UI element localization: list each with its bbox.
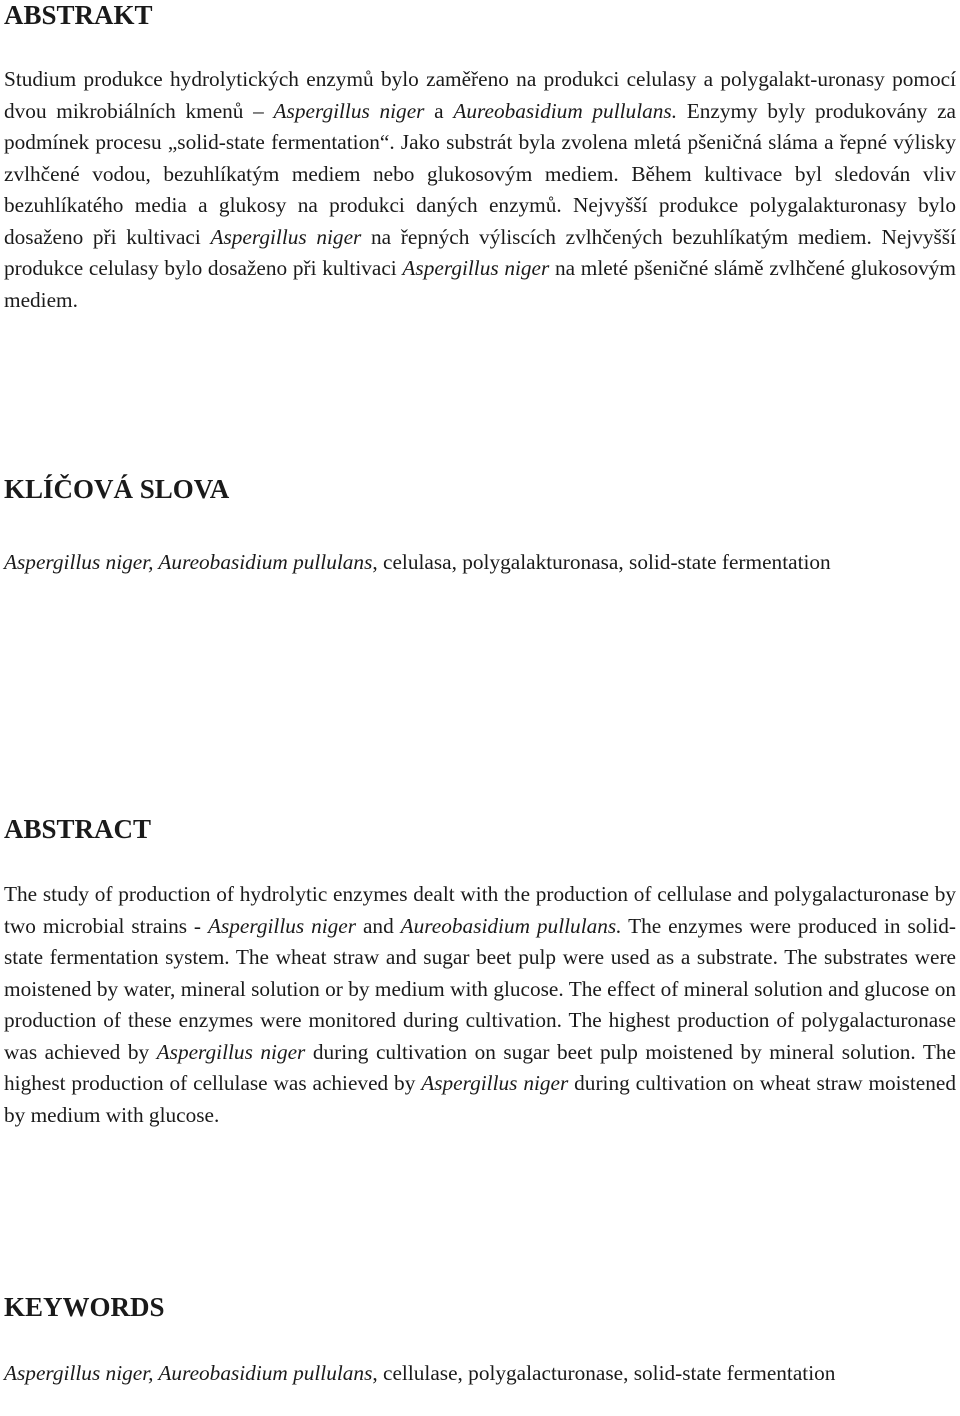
italic-text-run: Aspergillus niger — [421, 1071, 569, 1095]
italic-text-run: Aspergillus niger — [273, 98, 425, 123]
italic-text-run: Aspergillus niger — [210, 224, 362, 249]
text-run: during cultivation on sugar beet pulp moistened by mineral solution. The highest production of cellulase was achieved by — [4, 1039, 956, 1095]
italic-text-run: Aspergillus niger — [156, 1039, 306, 1064]
klicova-slova-paragraph — [4, 547, 956, 579]
abstrakt-heading: ABSTRAKT — [4, 0, 153, 30]
text-run: na mleté pšeničné slámě zvlhčené glukosovým mediem. — [4, 256, 956, 312]
abstract-paragraph — [4, 879, 956, 1131]
italic-text-run: Aspergillus niger, Aureobasidium pullulans — [4, 1361, 373, 1385]
text-run: a — [424, 98, 454, 123]
text-run: , cellulase, polygalacturonase, solid-state fermentation — [372, 1361, 836, 1385]
italic-text-run: Aureobasidium pullulans. — [400, 913, 622, 938]
text-run: Enzymy byly produkovány za podmínek procesu „solid-state fermentation“. Jako substrát byla zvolena mletá pšeničná sláma a řepné výlisky zvlhčené vodou, bezuhlíkatým mediem nebo glukosovým mediem. Během kultivace byl sledován vliv bezuhlíkatého media a glukosy na produkci daných enzymů. Nejvyšší produkce polygalakturonasy bylo dosaženo při kultivaci — [4, 98, 956, 249]
text-run: Studium produkce hydrolytických enzymů bylo zaměřeno na produkci celulasy a polygalakt-uronasy pomocí dvou mikrobiálních kmenů – — [4, 67, 956, 123]
text-run: during cultivation on wheat straw moistened by medium with glucose. — [4, 1071, 957, 1127]
italic-text-run: Aspergillus niger — [402, 256, 550, 280]
text-run: The enzymes were produced in solid-state fermentation system. The wheat straw and sugar beet pulp were used as a substrate. The substrates were moistened by water, mineral solution or by medium with glucose. The effect of mineral solution and glucose on production of these enzymes were monitored during cultivation. The highest production of polygalacturonase was achieved by — [4, 913, 956, 1064]
italic-text-run: Aspergillus niger, Aureobasidium pullulans — [4, 550, 373, 574]
italic-text-run: Aureobasidium pullulans. — [453, 98, 678, 123]
klicova-slova-heading: KLÍČOVÁ SLOVA — [4, 474, 230, 504]
italic-text-run: Aspergillus niger — [207, 913, 357, 938]
keywords-paragraph — [4, 1358, 956, 1390]
text-run: na řepných výliscích zvlhčených bezuhlíkatým mediem. Nejvyšší produkce celulasy bylo dosaženo při kultivaci — [4, 224, 957, 280]
text-run: The study of production of hydrolytic enzymes dealt with the production of cellulase and polygalacturonase by two microbial strains - — [4, 882, 956, 938]
abstrakt-paragraph — [4, 64, 956, 316]
abstract-heading: ABSTRACT — [4, 814, 152, 844]
text-run: , celulasa, polygalakturonasa, solid-state fermentation — [372, 550, 831, 574]
text-run: and — [356, 913, 401, 938]
keywords-heading: KEYWORDS — [4, 1292, 165, 1322]
